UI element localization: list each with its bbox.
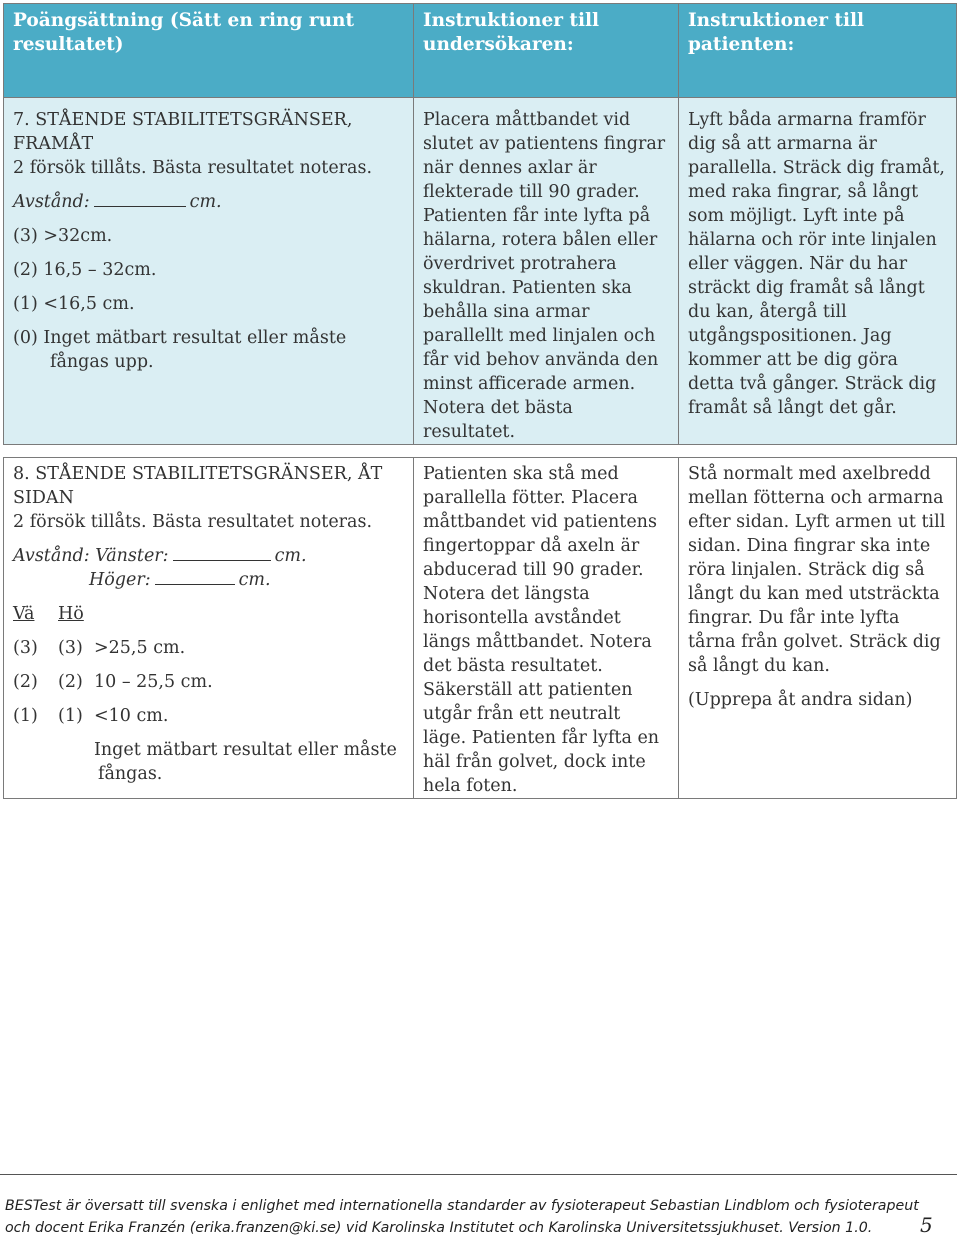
distance-blank bbox=[94, 205, 186, 207]
item-8-score-3: (3) (3) >25,5 cm. bbox=[13, 638, 186, 658]
item-8-title: 8. STÅENDE STABILITETSGRÄNSER, ÅT SIDAN bbox=[13, 464, 383, 508]
item-7-score-3: (3) >32cm. bbox=[13, 226, 113, 246]
item-7-row bbox=[4, 98, 957, 445]
distance-left-label: Avstånd: Vänster: bbox=[13, 546, 169, 566]
column-left: Vä bbox=[13, 604, 35, 624]
footer-divider bbox=[0, 1174, 957, 1175]
item-8-patient-instructions: Stå normalt med axelbredd mellan fötterna och armarna efter sidan. Lyft armen ut till sidan. Dina fingrar ska inte röra linjalen. Sträck dig så långt du kan med utsträckta fingrar. Du får inte lyfta tårna från golvet. Sträck dig så långt du kan. bbox=[688, 464, 946, 676]
item-7-patient-instructions: Lyft båda armarna framför dig så att armarna är parallella. Sträck dig framåt, med raka fingrar, så långt som möjligt. Lyft inte på hälarna och rör inte linjalen eller väggen. När du har sträckt dig framåt så långt du kan, återgå till utgångspositionen. Jag kommer att be dig göra detta två gånger. Sträck dig framåt så långt det går. bbox=[679, 98, 957, 445]
distance-right-unit: cm. bbox=[238, 570, 271, 590]
distance-left-blank bbox=[173, 559, 271, 561]
distance-label: Avstånd: bbox=[13, 192, 90, 212]
distance-right-label: Höger: bbox=[89, 570, 151, 590]
distance-unit: cm. bbox=[189, 192, 222, 212]
footer-text: BESTest är översatt till svenska i enlighet med internationella standarder av fysioterapeut Sebastian Lindblom och fysioterapeut och docent Erika Franzén (erika.franzen@ki.se) vid Karolinska Institutet och Karolinska Universitetssjukhuset. Version 1.0. bbox=[5, 1198, 919, 1236]
header-scoring: Poängsättning (Sätt en ring runt resultatet) bbox=[4, 4, 414, 98]
distance-right-blank bbox=[155, 583, 235, 585]
item-8-score-2: (2) (2) 10 – 25,5 cm. bbox=[13, 672, 213, 692]
item-8-column-heads bbox=[13, 602, 404, 626]
item-7-score-1: (1) <16,5 cm. bbox=[13, 294, 135, 314]
header-row bbox=[4, 4, 957, 98]
page-number: 5 bbox=[920, 1213, 933, 1237]
item-7-score-2: (2) 16,5 – 32cm. bbox=[13, 260, 157, 280]
item-8-score-1: (1) (1) <10 cm. bbox=[13, 706, 169, 726]
column-right: Hö bbox=[58, 604, 84, 624]
item-7-attempts: 2 försök tillåts. Bästa resultatet noteras. bbox=[13, 158, 373, 178]
item-8-attempts: 2 försök tillåts. Bästa resultatet noteras. bbox=[13, 512, 373, 532]
item-8-score-0: Inget mätbart resultat eller måste fångas. bbox=[94, 740, 397, 784]
row-spacer bbox=[4, 445, 957, 458]
item-7-distance bbox=[13, 190, 404, 214]
distance-left-unit: cm. bbox=[274, 546, 307, 566]
item-7-examiner-instructions: Placera måttbandet vid slutet av patientens fingrar när dennes axlar är flekterade till 90 grader. Patienten får inte lyfta på hälarna, rotera bålen eller överdrivet protrahera skuldran. Patienten ska behålla sina armar parallellt med linjalen och får vid behov använda den minst afficerade armen. Notera det bästa resultatet. bbox=[414, 98, 679, 445]
item-7-score-0: (0) Inget mätbart resultat eller måste fångas upp. bbox=[13, 328, 347, 372]
header-patient: Instruktioner till patienten: bbox=[679, 4, 957, 98]
item-8-distance-left bbox=[13, 544, 404, 568]
bestest-table bbox=[3, 3, 957, 799]
item-8-patient-cell bbox=[679, 458, 957, 799]
item-7-scoring bbox=[4, 98, 414, 445]
item-8-distance-right bbox=[13, 568, 404, 592]
item-8-examiner-instructions: Patienten ska stå med parallella fötter. Placera måttbandet vid patientens fingertoppar då axeln är abducerad till 90 grader. Notera det längsta horisontella avståndet längs måttbandet. Notera det bästa resultatet. Säkerställ att patienten utgår från ett neutralt läge. Patienten får lyfta en häl från golvet, dock inte hela foten. bbox=[414, 458, 679, 799]
item-7-title: 7. STÅENDE STABILITETSGRÄNSER, FRAMÅT bbox=[13, 110, 353, 154]
header-examiner: Instruktioner till undersökaren: bbox=[414, 4, 679, 98]
item-8-patient-note: (Upprepa åt andra sidan) bbox=[688, 690, 913, 710]
item-8-scoring bbox=[4, 458, 414, 799]
item-8-row bbox=[4, 458, 957, 799]
